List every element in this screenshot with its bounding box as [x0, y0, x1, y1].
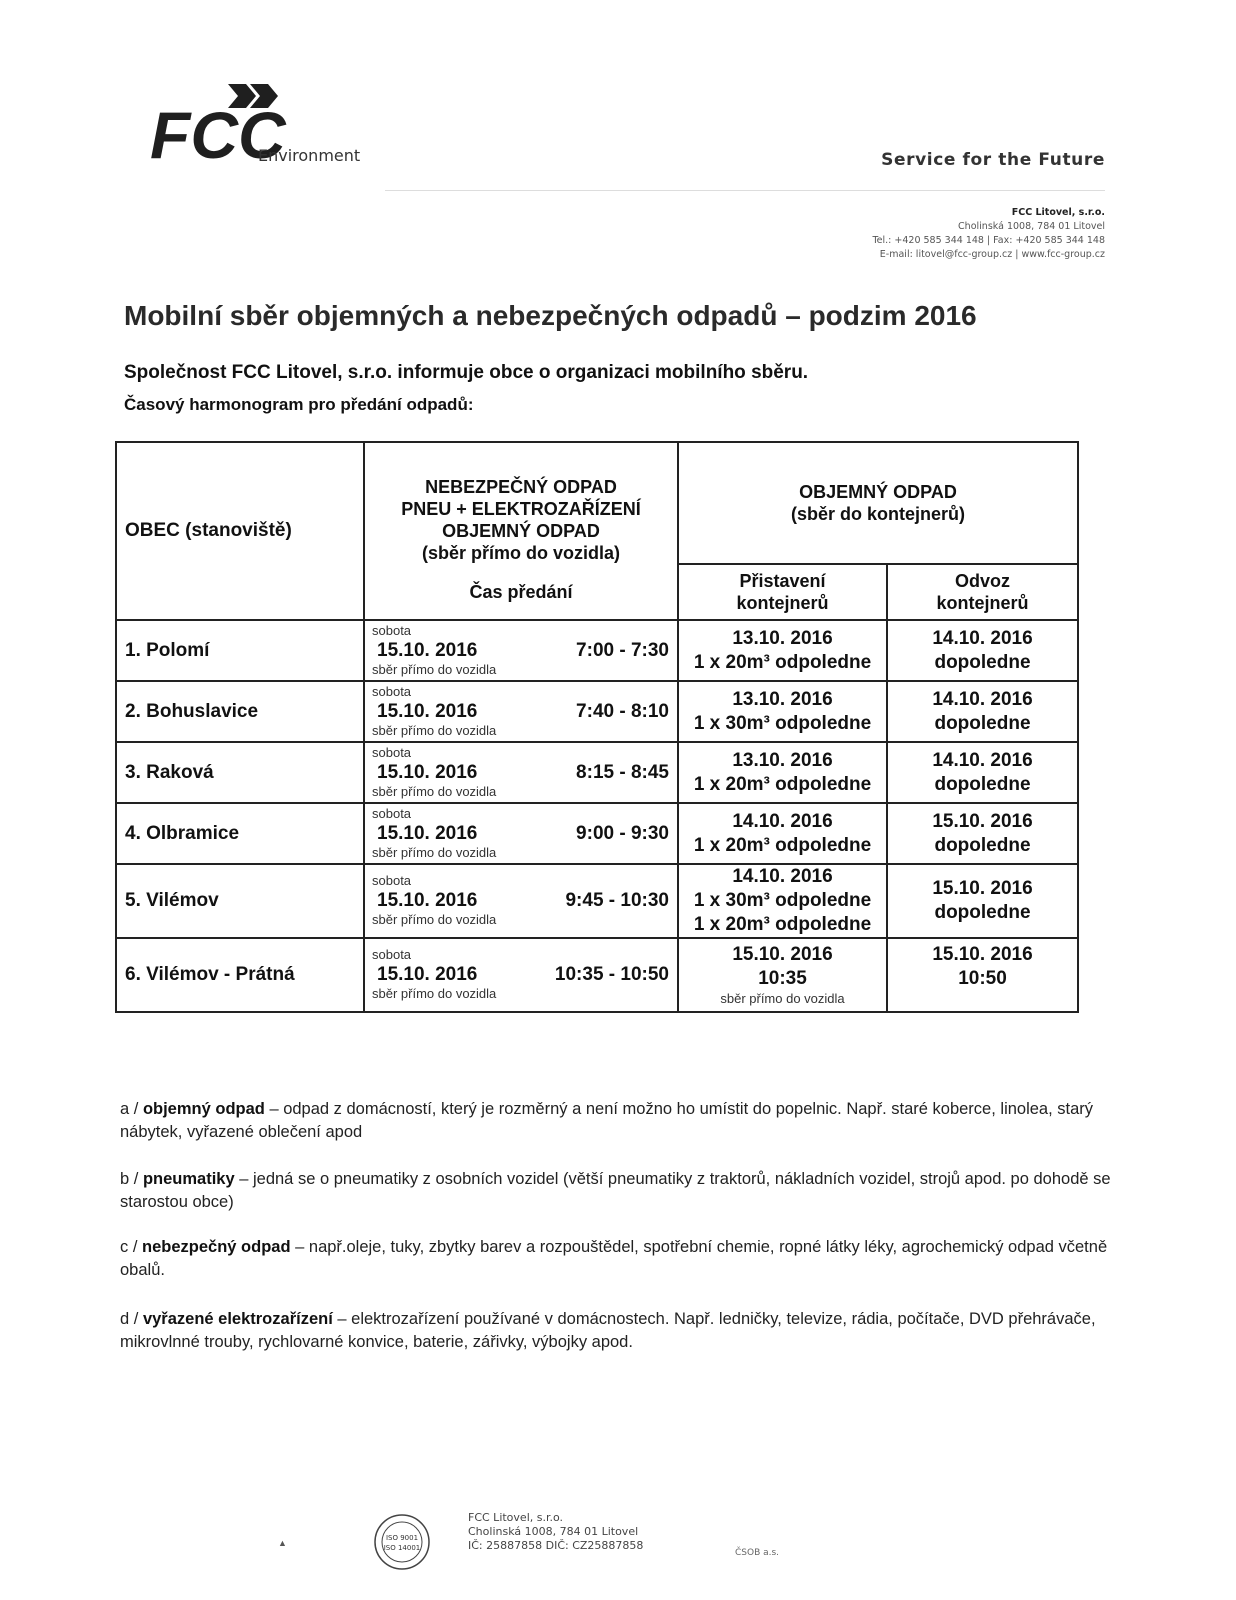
definition-prefix: b / — [120, 1170, 143, 1188]
obec-cell: 4. Olbramice — [116, 803, 364, 864]
day-label: sobota — [372, 744, 412, 760]
company-name: FCC Litovel, s.r.o. — [1011, 207, 1105, 218]
iso-seal-icon — [372, 1512, 432, 1572]
odvoz-date: 14.10. 2016 — [932, 627, 1033, 649]
odvoz-cell — [887, 681, 1078, 742]
odvoz-date: 15.10. 2016 — [932, 944, 1033, 965]
handover-note: sběr přímo do vozidla — [372, 722, 497, 738]
day-label: sobota — [372, 622, 412, 638]
obec-cell: 1. Polomí — [116, 620, 364, 681]
odvoz-cell — [887, 803, 1078, 864]
handover-time: 10:35 - 10:50 — [554, 964, 669, 985]
obec-cell: 2. Bohuslavice — [116, 681, 364, 742]
pristaveni-date: 15.10. 2016 — [732, 944, 833, 965]
seal-text: ISO 14001 — [383, 1544, 421, 1552]
odvoz-detail: dopoledne — [934, 651, 1031, 673]
table-row — [116, 803, 1078, 864]
handover-date: 15.10. 2016 — [377, 964, 478, 985]
pristaveni-cell — [678, 938, 887, 1012]
day-label: sobota — [372, 873, 412, 888]
odvoz-cell — [887, 742, 1078, 803]
odvoz-date: 14.10. 2016 — [932, 749, 1033, 771]
odvoz-detail: dopoledne — [934, 902, 1031, 923]
handover-note: sběr přímo do vozidla — [372, 912, 497, 927]
footer-address — [468, 1511, 643, 1553]
col-header-objemny — [678, 442, 1078, 564]
sub-header-line: Přistavení — [739, 571, 826, 591]
footer-company: FCC Litovel, s.r.o. — [468, 1511, 564, 1524]
handover-date: 15.10. 2016 — [377, 890, 478, 911]
pristaveni-cell — [678, 803, 887, 864]
sub-header-odvoz — [887, 564, 1078, 620]
pristaveni-date: 13.10. 2016 — [732, 688, 833, 710]
company-address — [700, 206, 1105, 262]
pristaveni-detail: 1 x 20m³ odpoledne — [693, 773, 872, 795]
odvoz-time: 10:50 — [958, 968, 1007, 989]
handover-time: 9:00 - 9:30 — [576, 822, 669, 844]
sub-header-line: kontejnerů — [936, 593, 1029, 613]
definition-text: – např.oleje, tuky, zbytky barev a rozpouštědel, spotřební chemie, ropné látky léky, agrochemický odpad včetně obalů. — [120, 1238, 1108, 1279]
logo-text: FCC — [150, 98, 286, 166]
col-header-line: NEBEZPEČNÝ ODPAD — [425, 477, 617, 497]
company-street: Cholinská 1008, 784 01 Litovel — [958, 221, 1105, 232]
obec-cell: 3. Raková — [116, 742, 364, 803]
page-title: Mobilní sběr objemných a nebezpečných odpadů – podzim 2016 — [124, 300, 977, 331]
pristaveni-detail: 1 x 20m³ odpoledne — [693, 834, 872, 856]
definition-prefix: c / — [120, 1238, 143, 1256]
handover-date: 15.10. 2016 — [377, 761, 478, 783]
footer-street: Cholinská 1008, 784 01 Litovel — [468, 1525, 639, 1538]
pristaveni-cell — [678, 681, 887, 742]
sub-header-cas: Čas předání — [364, 564, 678, 620]
definition-term: vyřazené elektrozařízení — [142, 1310, 333, 1328]
schedule-heading: Časový harmonogram pro předání odpadů: — [124, 395, 474, 414]
odvoz-detail: dopoledne — [934, 712, 1031, 734]
definition-a — [120, 1098, 1115, 1144]
definition-term: nebezpečný odpad — [142, 1238, 291, 1256]
col-header-line: OBJEMNÝ ODPAD — [442, 521, 600, 541]
odvoz-cell — [887, 864, 1078, 938]
pristaveni-time: 10:35 — [758, 968, 807, 989]
handover-cell — [364, 803, 678, 864]
handover-cell — [364, 864, 678, 938]
handover-cell — [364, 620, 678, 681]
definition-term: pneumatiky — [142, 1170, 235, 1188]
day-label: sobota — [372, 947, 412, 962]
odvoz-cell — [887, 620, 1078, 681]
table-row — [116, 864, 1078, 938]
table-row — [116, 681, 1078, 742]
pristaveni-cell — [678, 742, 887, 803]
pristaveni-note: sběr přímo do vozidla — [720, 991, 845, 1006]
pristaveni-detail: 1 x 20m³ odpoledne — [693, 651, 872, 673]
definition-text: – odpad z domácností, který je rozměrný a není možno ho umístit do popelnic. Např. staré koberce, linolea, starý nábytek, vyřazené oblečení apod — [120, 1100, 1094, 1141]
sub-header-line: Odvoz — [955, 571, 1011, 591]
handover-date: 15.10. 2016 — [377, 700, 478, 722]
company-phone: Tel.: +420 585 344 148 | Fax: +420 585 344 148 — [872, 235, 1105, 246]
odvoz-detail: dopoledne — [934, 773, 1031, 795]
day-label: sobota — [372, 805, 412, 821]
handover-time: 7:40 - 8:10 — [576, 700, 669, 722]
obec-cell: 5. Vilémov — [116, 864, 364, 938]
definition-prefix: a / — [120, 1100, 143, 1118]
sub-header-pristaveni — [678, 564, 887, 620]
pristaveni-cell — [678, 620, 887, 681]
handover-note: sběr přímo do vozidla — [372, 844, 497, 860]
tagline: Service for the Future — [881, 150, 1105, 170]
handover-date: 15.10. 2016 — [377, 639, 478, 661]
logo-subtitle: Environment — [258, 146, 361, 165]
pristaveni-date: 14.10. 2016 — [732, 810, 833, 832]
odvoz-date: 15.10. 2016 — [932, 878, 1033, 899]
pristaveni-detail: 1 x 20m³ odpoledne — [693, 914, 872, 935]
col-header-line: (sběr do kontejnerů) — [791, 504, 966, 524]
pristaveni-detail: 1 x 30m³ odpoledne — [693, 890, 872, 911]
handover-note: sběr přímo do vozidla — [372, 783, 497, 799]
definition-text: – elektrozařízení používané v domácnostech. Např. ledničky, televize, rádia, počítače, DVD přehrávače, mikrovlnné trouby, rychlovarné konvice, baterie, zářivky, výbojky apod. — [120, 1310, 1096, 1351]
col-header-nebezpecny — [364, 442, 678, 564]
lead-text: Společnost FCC Litovel, s.r.o. informuje obce o organizaci mobilního sběru. — [124, 362, 809, 383]
handover-cell — [364, 938, 678, 1012]
col-header-line: PNEU + ELEKTROZAŘÍZENÍ — [401, 499, 641, 519]
odvoz-date: 14.10. 2016 — [932, 688, 1033, 710]
handover-time: 7:00 - 7:30 — [576, 639, 669, 661]
footer-ids: IČ: 25887858 DIČ: CZ25887858 — [468, 1539, 644, 1552]
header-divider — [385, 190, 1105, 191]
handover-note: sběr přímo do vozidla — [372, 986, 497, 1001]
handover-time: 9:45 - 10:30 — [565, 890, 669, 911]
pristaveni-date: 13.10. 2016 — [732, 627, 833, 649]
col-header-line: OBJEMNÝ ODPAD — [799, 482, 957, 502]
day-label: sobota — [372, 683, 412, 699]
odvoz-detail: dopoledne — [934, 834, 1031, 856]
company-email: E-mail: litovel@fcc-group.cz | www.fcc-group.cz — [879, 249, 1105, 260]
handover-cell — [364, 681, 678, 742]
col-header-obec: OBEC (stanoviště) — [116, 442, 364, 620]
definition-c — [120, 1236, 1115, 1282]
definition-term: objemný odpad — [142, 1100, 265, 1118]
fcc-logo — [150, 76, 390, 166]
seal-text: ISO 9001 — [385, 1534, 419, 1542]
pristaveni-date: 14.10. 2016 — [732, 866, 833, 887]
schedule-table — [115, 441, 1079, 1013]
col-header-line: (sběr přímo do vozidla) — [421, 543, 621, 563]
sub-header-line: kontejnerů — [736, 593, 829, 613]
table-row — [116, 742, 1078, 803]
pristaveni-detail: 1 x 30m³ odpoledne — [693, 712, 872, 734]
footer-bank: ČSOB a.s. — [735, 1548, 780, 1558]
odvoz-cell — [887, 938, 1078, 1012]
definition-text: – jedná se o pneumatiky z osobních vozidel (větší pneumatiky z traktorů, nákladních vozidel, strojů apod. po dohodě se starostou obce) — [120, 1170, 1111, 1211]
definition-d — [120, 1308, 1115, 1354]
handover-note: sběr přímo do vozidla — [372, 661, 497, 677]
handover-date: 15.10. 2016 — [377, 822, 478, 844]
obec-cell: 6. Vilémov - Prátná — [116, 938, 364, 1012]
handover-time: 8:15 - 8:45 — [576, 761, 669, 783]
table-row — [116, 938, 1078, 1012]
definition-b — [120, 1168, 1115, 1214]
pristaveni-cell — [678, 864, 887, 938]
pristaveni-date: 13.10. 2016 — [732, 749, 833, 771]
handover-cell — [364, 742, 678, 803]
table-row — [116, 620, 1078, 681]
odvoz-date: 15.10. 2016 — [932, 810, 1033, 832]
definition-prefix: d / — [120, 1310, 143, 1328]
footer-mark: ▲ — [278, 1538, 287, 1548]
